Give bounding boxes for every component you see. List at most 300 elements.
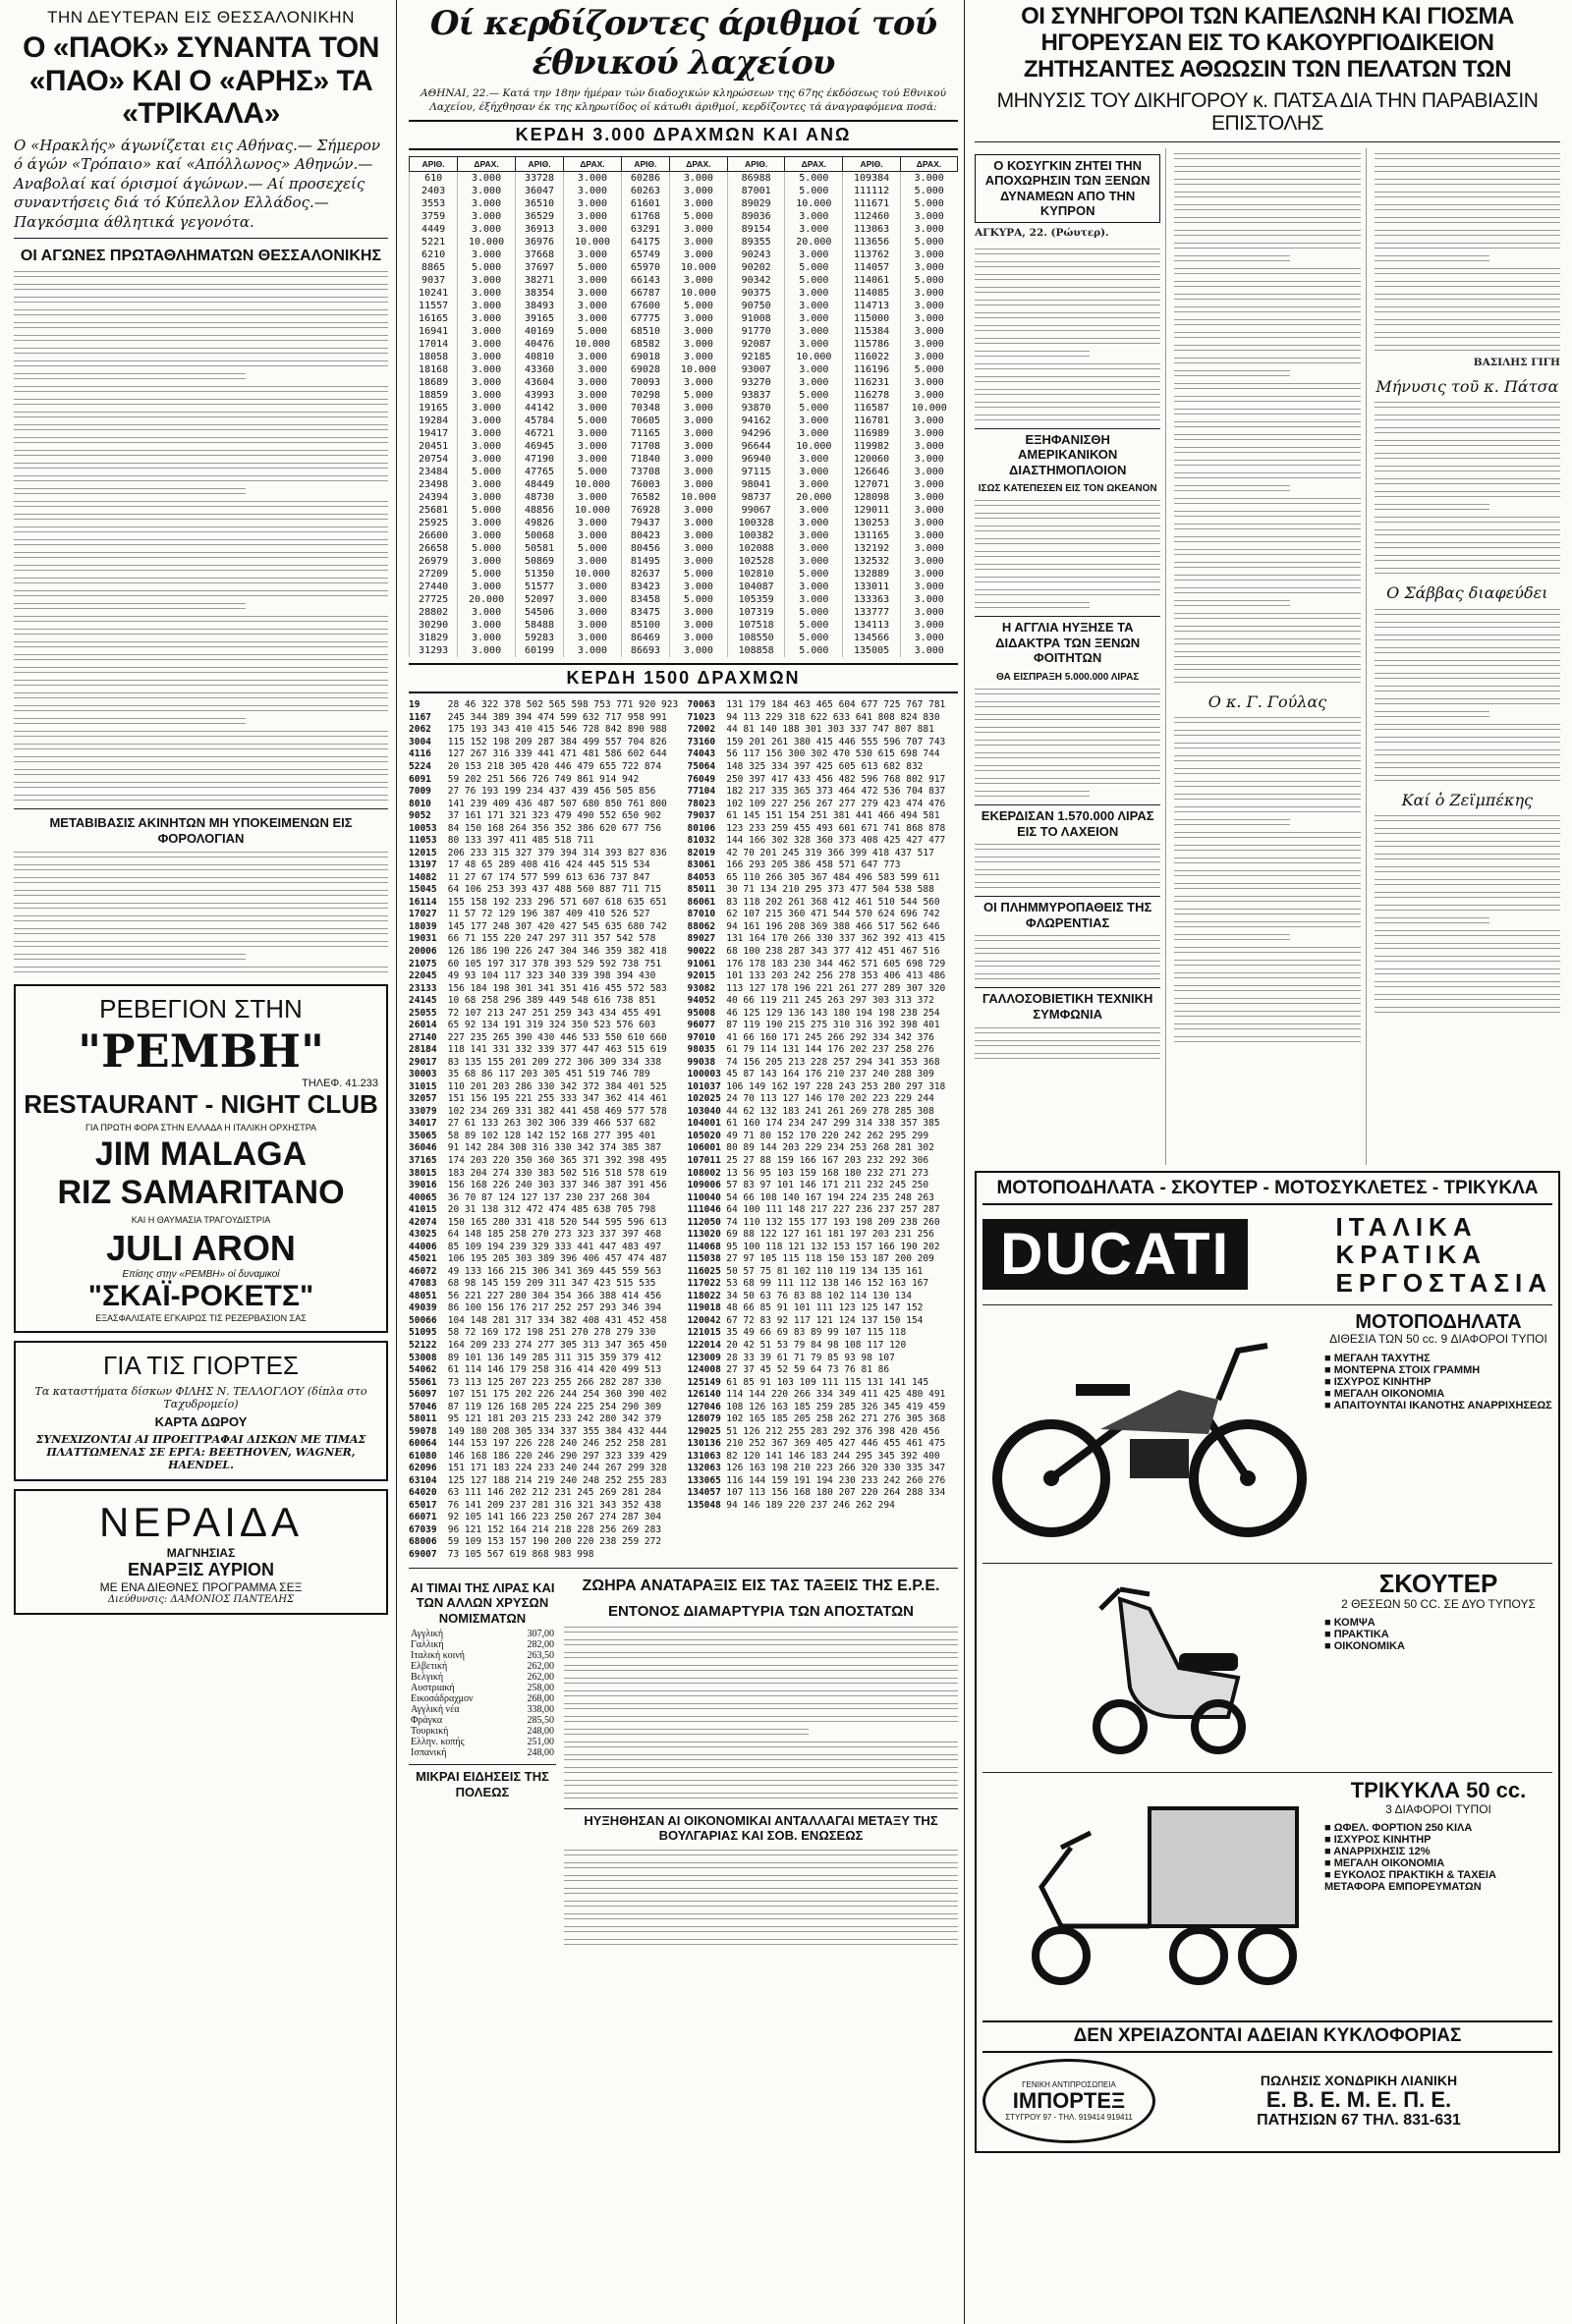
text-line-placeholder — [975, 587, 1160, 597]
table-cell: 58488 — [515, 619, 563, 632]
number-key: 63104 — [409, 1474, 437, 1486]
number-key: 9052 — [409, 810, 431, 822]
table-cell: 3.000 — [900, 440, 957, 453]
text-line-placeholder — [1174, 317, 1360, 327]
table-cell: 3.000 — [670, 338, 728, 351]
number-key: 57046 — [409, 1401, 437, 1412]
number-key: 48051 — [409, 1290, 437, 1301]
erep-body — [564, 1625, 958, 1800]
table-row — [410, 517, 958, 529]
text-line-placeholder — [1174, 573, 1360, 582]
table-cell: 4449 — [410, 223, 458, 236]
number-list: 87 119 190 215 275 310 316 392 398 401 — [720, 1020, 940, 1031]
number-row — [688, 1180, 959, 1192]
table-cell: 5.000 — [564, 466, 622, 478]
table-cell: 3.000 — [670, 504, 728, 517]
dateline: ΑΓΚΥΡΑ, 22. (Ρώυτερ). — [975, 227, 1109, 240]
text-line-placeholder — [14, 913, 388, 923]
text-line-placeholder — [1375, 241, 1560, 250]
text-line-placeholder — [1174, 509, 1360, 519]
text-line-placeholder — [564, 1688, 958, 1698]
text-line-placeholder — [1375, 317, 1560, 327]
table-cell: 129011 — [843, 504, 901, 517]
table-cell: 3.000 — [900, 606, 957, 619]
table-cell: 85100 — [621, 619, 669, 632]
table-cell: 5.000 — [670, 389, 728, 402]
table-cell: 76003 — [621, 478, 669, 491]
table-row — [410, 363, 958, 376]
table-cell: 5.000 — [900, 236, 957, 249]
table-cell: 3.000 — [564, 440, 622, 453]
section-3000: ΚΕΡΔΗ 3.000 ΔΡΑΧΜΩΝ ΚΑΙ ΑΝΩ — [409, 120, 958, 150]
table-cell: 3.000 — [564, 453, 622, 466]
text-line-placeholder — [1375, 425, 1560, 435]
table-cell: 71708 — [621, 440, 669, 453]
table-cell: 3.000 — [564, 197, 622, 210]
number-key: 121015 — [687, 1327, 721, 1339]
number-key: 56097 — [409, 1389, 437, 1401]
table-cell: 19417 — [410, 427, 458, 440]
number-list: 151 171 183 224 233 240 244 267 299 328 — [442, 1463, 667, 1474]
table-row — [410, 542, 958, 555]
table-row — [410, 555, 958, 568]
table-cell: 114057 — [843, 261, 901, 274]
text-line-placeholder — [564, 1701, 958, 1711]
number-row — [688, 1475, 959, 1488]
number-list: 37 161 171 321 323 479 490 552 650 902 — [442, 810, 662, 822]
table-cell: 2403 — [410, 185, 458, 197]
tag: ΙΤΑΛΙΚΑ — [1335, 1211, 1478, 1242]
text-line-placeholder — [1375, 890, 1560, 900]
table-cell: 3.000 — [900, 619, 957, 632]
table-row — [410, 632, 958, 644]
number-row — [409, 1217, 680, 1230]
text-line-placeholder — [975, 789, 1090, 799]
erep-title: ΖΩΗΡΑ ΑΝΑΤΑΡΑΞΙΣ ΕΙΣ ΤΑΣ ΤΑΞΕΙΣ ΤΗΣ Ε.Ρ.Ε. — [582, 1577, 940, 1594]
table-cell: 5.000 — [564, 542, 622, 555]
number-row — [688, 1377, 959, 1390]
number-key: 81032 — [687, 835, 716, 847]
table-cell: 3.000 — [564, 555, 622, 568]
erep-story — [564, 1575, 958, 1950]
table-cell: 17014 — [410, 338, 458, 351]
number-row — [688, 859, 959, 872]
bulgaria-body — [564, 1848, 958, 1947]
table-cell: 50869 — [515, 555, 563, 568]
ad-rembi-artist: RIZ SAMARITANO — [57, 1173, 345, 1211]
table-row — [410, 261, 958, 274]
number-row — [409, 748, 680, 761]
text-line-placeholder — [1375, 553, 1560, 563]
table-cell: 3.000 — [458, 644, 516, 657]
text-line-placeholder — [1375, 413, 1560, 422]
text-line-placeholder — [975, 855, 1160, 864]
text-line-placeholder — [1174, 190, 1360, 199]
text-line-placeholder — [14, 461, 388, 470]
table-cell: 116022 — [843, 351, 901, 363]
table-cell: 3.000 — [564, 363, 622, 376]
number-list: 145 177 248 307 420 427 545 635 680 742 — [442, 920, 667, 932]
number-list: 107 113 156 168 180 207 220 264 288 334 — [720, 1487, 946, 1499]
table-cell: 49826 — [515, 517, 563, 529]
tricycle-bullets — [1324, 1822, 1552, 1893]
price-cell: Ισπανική — [411, 1747, 447, 1759]
table-cell: 79437 — [621, 517, 669, 529]
number-row — [409, 1069, 680, 1081]
text-line-placeholder — [14, 691, 388, 700]
number-row — [688, 1340, 959, 1353]
number-list: 58 72 169 172 198 251 270 278 279 330 — [442, 1327, 656, 1339]
table-row — [410, 606, 958, 619]
number-list: 87 119 126 168 205 224 225 254 290 309 — [442, 1401, 662, 1412]
table-cell: 3.000 — [458, 338, 516, 351]
table-row — [410, 478, 958, 491]
table-row — [410, 644, 958, 657]
text-line-placeholder — [1174, 753, 1360, 763]
text-line-placeholder — [975, 1025, 1160, 1035]
number-row — [409, 774, 680, 787]
table-row — [410, 236, 958, 249]
text-line-placeholder — [1375, 151, 1560, 161]
table-cell: 132192 — [843, 542, 901, 555]
text-line-placeholder — [975, 310, 1160, 320]
table-cell: 10.000 — [564, 236, 622, 249]
number-key: 50066 — [409, 1314, 437, 1326]
text-line-placeholder — [14, 926, 388, 936]
tricycle-text — [1324, 1779, 1552, 2015]
text-line-placeholder — [1375, 620, 1560, 630]
number-key: 13197 — [409, 859, 437, 871]
text-line-placeholder — [1174, 958, 1360, 968]
ad-giortes-title: ΓΙΑ ΤΙΣ ΓΙΟΡΤΕΣ — [102, 1350, 299, 1380]
number-list: 56 117 156 300 302 470 530 615 698 744 — [720, 748, 940, 760]
retail-company: Ε. Β. Ε. Μ. Ε. Π. Ε. — [1265, 2087, 1452, 2113]
table-cell: 114085 — [843, 287, 901, 300]
table-cell: 46721 — [515, 427, 563, 440]
text-line-placeholder — [1174, 253, 1289, 263]
text-line-placeholder — [1174, 445, 1360, 455]
table-cell: 3.000 — [670, 249, 728, 261]
number-row — [409, 1549, 680, 1562]
divider — [14, 808, 388, 809]
number-key: 95008 — [687, 1007, 716, 1019]
number-key: 134057 — [687, 1487, 721, 1499]
number-row — [409, 1389, 680, 1402]
number-key: 19031 — [409, 933, 437, 945]
table-cell: 54506 — [515, 606, 563, 619]
number-row — [688, 1500, 959, 1513]
savvas-body — [1375, 607, 1560, 783]
deck: Ο «Ηρακλής» άγωνίζεται εις Αθήνας.— Σήμερον ό άγών «Τρόπαιο» καί «Απόλλωνος» Αθηνών.— Αναβολαί καί όρισμοί άγώνων.— Αί προσεχείς συναντήσεις διά τό Κύπελλον Ελλάδος.— Παγκόσμια άθλητικά γεγονότα. — [14, 136, 381, 231]
text-line-placeholder — [14, 384, 388, 394]
number-list: 156 184 198 301 341 351 416 455 572 583 — [442, 982, 667, 994]
dealer-name: ΙΜΠΟΡΤΕΞ — [1012, 2088, 1126, 2114]
price-cell: Αυστριακή — [411, 1683, 455, 1694]
text-line-placeholder — [564, 1937, 958, 1947]
number-row — [688, 1291, 959, 1303]
table-cell: 3.000 — [458, 517, 516, 529]
number-key: 111046 — [687, 1204, 721, 1216]
number-key: 125149 — [687, 1376, 721, 1388]
table-cell: 18859 — [410, 389, 458, 402]
number-row — [409, 1438, 680, 1451]
table-cell: 3.000 — [564, 210, 622, 223]
table-cell: 5.000 — [670, 593, 728, 606]
number-row — [409, 1500, 680, 1513]
number-list: 61 160 174 234 247 299 314 338 357 385 — [720, 1118, 940, 1130]
scooter-illustration — [982, 1570, 1317, 1761]
table-cell: 116781 — [843, 415, 901, 427]
table-cell: 3.000 — [900, 581, 957, 593]
text-line-placeholder — [1174, 483, 1289, 493]
number-key: 6091 — [409, 773, 431, 785]
text-line-placeholder — [14, 793, 388, 802]
number-key: 2062 — [409, 724, 431, 736]
number-key: 113020 — [687, 1229, 721, 1241]
retail-info — [1165, 2074, 1552, 2130]
text-line-placeholder — [1375, 722, 1560, 732]
ad-bullet: ■ ΙΣΧΥΡΟΣ ΚΙΝΗΤΗΡ — [1324, 1834, 1552, 1846]
text-line-placeholder — [14, 346, 388, 356]
table-header: ΔΡΑΧ. — [458, 157, 516, 172]
table-cell: 3.000 — [785, 287, 843, 300]
number-list: 146 168 186 220 246 290 297 323 339 429 — [442, 1450, 667, 1462]
number-row — [409, 970, 680, 983]
number-row — [688, 1463, 959, 1475]
ad-rembi-tel: ΤΗΛΕΦ. 41.233 — [302, 1077, 378, 1089]
text-line-placeholder — [1375, 658, 1560, 668]
table-cell: 61601 — [621, 197, 669, 210]
number-row — [409, 1131, 680, 1143]
table-cell: 105359 — [727, 593, 785, 606]
number-list: 80 133 397 411 485 518 711 — [442, 835, 594, 847]
number-list: 94 146 189 220 237 246 262 294 — [720, 1499, 895, 1511]
table-cell: 48449 — [515, 478, 563, 491]
table-cell: 3.000 — [900, 453, 957, 466]
number-row — [688, 1426, 959, 1439]
table-cell: 5.000 — [670, 568, 728, 581]
number-key: 73160 — [687, 736, 716, 747]
number-row — [409, 1327, 680, 1340]
table-cell: 3.000 — [900, 568, 957, 581]
number-list: 20 153 218 305 420 446 479 655 722 874 — [442, 761, 662, 772]
number-list: 50 57 75 81 102 110 119 134 135 161 — [720, 1265, 924, 1277]
number-list: 61 79 114 131 144 176 202 237 258 276 — [720, 1044, 934, 1056]
ad-neraida-title: ΝΕΡΑΙΔΑ — [99, 1498, 303, 1545]
table-cell: 51577 — [515, 581, 563, 593]
number-key: 67039 — [409, 1523, 437, 1535]
number-list: 49 71 80 152 170 220 242 262 295 299 — [720, 1130, 929, 1141]
text-line-placeholder — [1174, 458, 1360, 468]
number-row — [688, 1069, 959, 1081]
table-cell: 134113 — [843, 619, 901, 632]
divider — [409, 1568, 958, 1569]
column-lottery — [403, 0, 965, 2324]
number-list: 113 127 178 196 221 261 277 289 307 320 — [720, 982, 946, 994]
ad-neraida-dir: Διεύθυνσις: ΔΑΜΟΝΙΟΣ ΠΑΝΤΕΛΗΣ — [107, 1593, 295, 1605]
number-list: 60 105 197 317 378 393 529 592 738 751 — [442, 958, 662, 969]
text-line-placeholder — [1174, 792, 1360, 802]
number-row — [409, 1093, 680, 1106]
table-cell: 3.000 — [458, 351, 516, 363]
number-key: 20006 — [409, 945, 437, 957]
text-line-placeholder — [1174, 177, 1360, 187]
number-row — [409, 1142, 680, 1155]
number-row — [409, 1192, 680, 1205]
number-key: 25055 — [409, 1007, 437, 1019]
number-key: 45021 — [409, 1253, 437, 1265]
text-line-placeholder — [564, 1740, 958, 1749]
number-list: 102 165 185 205 258 262 271 276 305 368 — [720, 1413, 946, 1425]
table-cell: 115786 — [843, 338, 901, 351]
table-cell: 98041 — [727, 478, 785, 491]
table-cell: 3.000 — [670, 453, 728, 466]
text-line-placeholder — [564, 1911, 958, 1921]
ad-bullet: ■ ΜΟΝΤΕΡΝΑ ΣΤΟΙΧ ΓΡΑΜΜΗ — [1324, 1364, 1552, 1376]
number-row — [688, 1278, 959, 1291]
table-cell: 3.000 — [564, 427, 622, 440]
table-header: ΔΡΑΧ. — [900, 157, 957, 172]
number-list: 46 125 129 136 143 180 194 198 238 254 — [720, 1007, 940, 1019]
number-key: 102025 — [687, 1093, 721, 1105]
text-line-placeholder — [14, 888, 388, 898]
number-row — [409, 1315, 680, 1328]
number-key: 10053 — [409, 822, 437, 834]
expl-body — [975, 498, 1160, 610]
number-row — [409, 1353, 680, 1365]
table-cell: 3.000 — [458, 274, 516, 287]
text-line-placeholder — [1174, 585, 1360, 595]
table-cell: 70605 — [621, 415, 669, 427]
number-key: 96077 — [687, 1020, 716, 1031]
text-line-placeholder — [14, 473, 388, 483]
table-cell: 3.000 — [900, 542, 957, 555]
number-row — [688, 810, 959, 823]
number-row — [409, 737, 680, 749]
number-list: 66 71 155 220 247 297 311 357 542 578 — [442, 933, 656, 945]
text-line-placeholder — [975, 750, 1160, 760]
ad-ducati-footer: ΔΕΝ ΧΡΕΙΑΖΟΝΤΑΙ ΑΔΕΙΑΝ ΚΥΚΛΟΦΟΡΙΑΣ — [982, 2020, 1552, 2053]
lottery-intro: ΑΘΗΝΑΙ, 22.— Κατά την 18ην ήμέραν τών διαδοχικών κληρώσεων της 67ης έκδόσεως τού Εθνικού Λαχείου, έξήχθησαν έκ της κληρωτίδος οί κάτωθι άριθμοί, κερδίζοντες τά άναγραφόμενα ποσά: — [421, 87, 946, 114]
number-list: 155 158 192 233 296 571 607 618 635 651 — [442, 896, 667, 908]
text-line-placeholder — [975, 776, 1160, 786]
number-list: 74 110 132 155 177 193 198 209 238 260 — [720, 1216, 940, 1228]
text-line-placeholder — [14, 422, 388, 432]
number-row — [409, 823, 680, 836]
number-list: 41 66 160 171 245 266 292 334 342 376 — [720, 1031, 934, 1043]
price-cell: 248,00 — [527, 1747, 554, 1759]
table-cell: 114061 — [843, 274, 901, 287]
number-list: 62 107 215 360 471 544 570 624 696 742 — [720, 909, 940, 920]
table-row — [410, 210, 958, 223]
ad-giortes-text: ΣΥΝΕΧΙΖΟΝΤΑΙ ΑΙ ΠΡΟΕΓΓΡΑΦΑΙ ΔΙΣΚΩΝ ΜΕ ΤΙΜΑΣ ΠΛΑΤΤΩΜΕΝΑΣ ΣΕ ΕΡΓΑ: BEETHOVEN, WAGNER, HAENDEL. — [35, 1432, 366, 1471]
number-key: 70063 — [687, 699, 716, 711]
table-cell: 59283 — [515, 632, 563, 644]
table-cell: 3.000 — [458, 363, 516, 376]
number-key: 123009 — [687, 1352, 721, 1363]
number-row — [409, 1278, 680, 1291]
number-row — [688, 774, 959, 787]
price-cell: Φράγκα — [411, 1715, 443, 1727]
table-cell: 10.000 — [670, 287, 728, 300]
number-list: 27 76 193 199 234 437 439 456 505 856 — [442, 786, 656, 798]
number-row — [409, 1364, 680, 1377]
table-cell: 116278 — [843, 389, 901, 402]
text-line-placeholder — [564, 1873, 958, 1883]
number-list: 34 50 63 76 83 88 102 114 130 134 — [720, 1290, 912, 1301]
table-row — [410, 185, 958, 197]
number-row — [688, 1057, 959, 1070]
text-line-placeholder — [1375, 979, 1560, 989]
table-cell: 3.000 — [564, 300, 622, 312]
table-cell: 3.000 — [670, 172, 728, 186]
price-cell: 262,00 — [527, 1672, 554, 1684]
text-line-placeholder — [1375, 540, 1560, 550]
moped-text — [1324, 1311, 1552, 1557]
ad-bullet: ■ ΑΠΑΙΤΟΥΝΤΑΙ ΙΚΑΝΟΤΗΣ ΑΝΑΡΡΙΧΗΣΕΩΣ — [1324, 1400, 1552, 1411]
number-key: 68006 — [409, 1536, 437, 1548]
table-cell: 50581 — [515, 542, 563, 555]
number-row — [409, 859, 680, 872]
table-cell: 40476 — [515, 338, 563, 351]
text-line-placeholder — [14, 397, 388, 407]
table-cell: 18058 — [410, 351, 458, 363]
table-cell: 3.000 — [458, 491, 516, 504]
number-row — [409, 1512, 680, 1524]
text-line-placeholder — [975, 712, 1160, 722]
text-line-placeholder — [1174, 496, 1360, 506]
text-line-placeholder — [1375, 515, 1560, 525]
text-line-placeholder — [1174, 945, 1360, 955]
table-cell: 3.000 — [564, 223, 622, 236]
dealer-row — [982, 2059, 1552, 2143]
number-list: 182 217 335 365 373 464 472 536 704 837 — [720, 786, 946, 798]
table-cell: 3.000 — [900, 172, 957, 186]
price-cell: Τουρκική — [411, 1726, 449, 1738]
table-cell: 133777 — [843, 606, 901, 619]
table-cell: 5.000 — [900, 274, 957, 287]
text-line-placeholder — [1375, 400, 1560, 410]
price-row — [409, 1672, 556, 1683]
number-row — [688, 1413, 959, 1426]
lira-box — [409, 1575, 556, 1950]
table-cell: 39165 — [515, 312, 563, 325]
dealer-addr: ΣΤΥΓΡΟΥ 97 - ΤΗΛ. 919414 919411 — [1005, 2113, 1133, 2123]
text-line-placeholder — [1375, 438, 1560, 448]
table-cell: 93870 — [727, 402, 785, 415]
table-cell: 3.000 — [458, 312, 516, 325]
text-line-placeholder — [14, 716, 246, 726]
table-cell: 111671 — [843, 197, 901, 210]
table-cell: 60263 — [621, 185, 669, 197]
price-cell: 258,00 — [527, 1683, 554, 1694]
table-cell: 86693 — [621, 644, 669, 657]
text-line-placeholder — [1375, 279, 1560, 289]
number-key: 90022 — [687, 945, 716, 957]
table-cell: 3.000 — [670, 427, 728, 440]
number-row — [688, 1093, 959, 1106]
number-row — [688, 1327, 959, 1340]
number-key: 71023 — [687, 711, 716, 723]
table-cell: 3.000 — [458, 529, 516, 542]
table-cell: 26979 — [410, 555, 458, 568]
text-line-placeholder — [1375, 164, 1560, 174]
price-row — [409, 1650, 556, 1661]
number-key: 133065 — [687, 1474, 721, 1486]
table-cell: 3.000 — [458, 197, 516, 210]
text-line-placeholder — [1174, 636, 1360, 646]
table-cell: 3.000 — [900, 555, 957, 568]
